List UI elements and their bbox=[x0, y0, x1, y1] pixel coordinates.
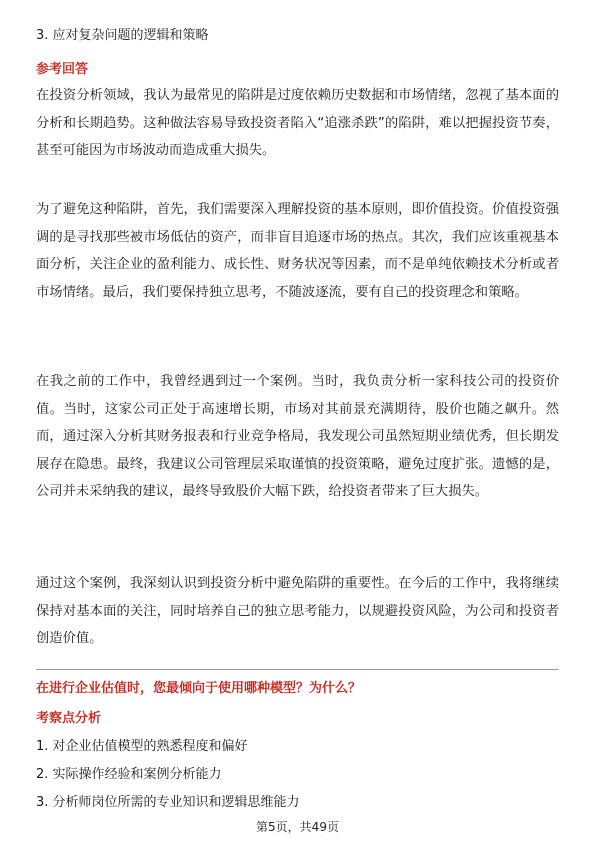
question-heading: 在进行企业估值时，您最倾向于使用哪种模型？为什么？ bbox=[36, 681, 362, 696]
analysis-item-1: 1. 对企业估值模型的熟悉程度和偏好 bbox=[36, 739, 248, 754]
answer-paragraph-3: 在我之前的工作中，我曾经遇到过一个案例。当时，我负责分析一家科技公司的投资价值。当时，这家公司正处于高速增长期，市场对其前景充满期待，股价也随之飙升。然而，通过深入分析其财务报表和行业竞争格局，我发现公司虽然短期业绩优秀，但长期发展存在隐患。最终，我建议公司管理层采取谨慎的投资策略，避免过度扩张。遗憾的是，公司并未采纳我的建议，最终导致股价大幅下跌，给投资者带来了巨大损失。 bbox=[36, 374, 559, 499]
analysis-item-3: 3. 分析师岗位所需的专业知识和逻辑思维能力 bbox=[36, 795, 300, 810]
list-item-strategy: 3. 应对复杂问题的逻辑和策略 bbox=[36, 28, 209, 43]
page-footer: 第5页，共49页 bbox=[256, 820, 339, 834]
document-page bbox=[36, 0, 559, 842]
answer-paragraph-1: 在投资分析领域，我认为最常见的陷阱是过度依赖历史数据和市场情绪，忽视了基本面的分析和长期趋势。这种做法容易导致投资者陷入“追涨杀跌”的陷阱，难以把握投资节奏，甚至可能因为市场波动而造成重大损失。 bbox=[36, 88, 559, 158]
answer-paragraph-2: 为了避免这种陷阱，首先，我们需要深入理解投资的基本原则，即价值投资。价值投资强调的是寻找那些被市场低估的资产，而非盲目追逐市场的热点。其次，我们应该重视基本面分析，关注企业的盈利能力、成长性、财务状况等因素，而不是单纯依赖技术分析或者市场情绪。最后，我们要保持独立思考，不随波逐流，要有自己的投资理念和策略。 bbox=[36, 202, 559, 300]
analysis-item-2: 2. 实际操作经验和案例分析能力 bbox=[36, 767, 222, 782]
answer-paragraph-4: 通过这个案例，我深刻认识到投资分析中避免陷阱的重要性。在今后的工作中，我将继续保持对基本面的关注，同时培养自己的独立思考能力，以规避投资风险，为公司和投资者创造价值。 bbox=[36, 576, 559, 646]
analysis-heading: 考察点分析 bbox=[36, 711, 102, 726]
answer-heading: 参考回答 bbox=[36, 62, 89, 77]
section-divider bbox=[36, 669, 559, 670]
